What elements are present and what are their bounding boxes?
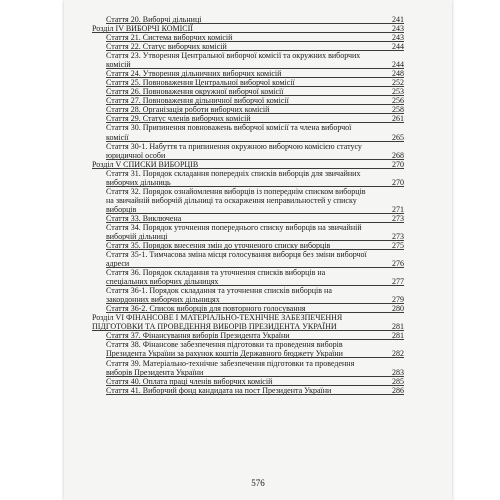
toc-page-number: 261 [392,114,404,124]
toc-page-number: 282 [392,349,404,359]
toc-article-title: комісії [106,132,129,142]
toc-article-title: Стаття 39. Матеріально-технічне забезпечення підготовки та проведення [106,358,355,368]
toc-article-title: Стаття 32. Порядок ознайомлення виборців із попереднім списком виборців [106,186,366,196]
toc-page-number: 244 [392,42,404,52]
toc-article-title: Стаття 31. Порядок складання попередніх списків виборців для звичайних [106,168,361,178]
toc-page-number: 280 [392,304,404,314]
toc-article-title: на звичайній виборчій дільниці та оскарження неправильностей у списку [106,195,357,205]
toc-article-title: Стаття 30. Припинення повноважень виборчої комісії та члена виборчої [106,123,352,133]
toc-page-number: 258 [392,105,404,115]
toc-article-title: Стаття 36. Порядок складання та уточнення списків виборців на [106,268,326,278]
toc-article-title: Стаття 27. Повноваження дільничної виборчої комісії [106,96,289,106]
toc-page-number: 276 [392,259,404,269]
toc-article-title: Стаття 20. Виборчі дільниці [106,15,202,24]
toc-article-title: виборів Президента України [106,367,204,377]
toc-page-number: 271 [392,204,404,214]
toc-article-title: виборчій дільниці [106,231,168,241]
toc-section-title: Розділ VI ФІНАНСОВЕ І МАТЕРІАЛЬНО-ТЕХНІЧНЕ ЗАБЕЗПЕЧЕННЯ [92,313,343,323]
toc-article-title: Стаття 24. Утворення дільничних виборчих комісій [106,69,282,79]
toc-article-title: Стаття 36-2. Список виборців для повторного голосування [106,304,306,314]
toc-article-title: Стаття 34. Порядок уточнення попереднього списку виборців на звичайній [106,222,362,232]
toc-page-number: 270 [392,177,404,187]
toc-page-number: 283 [392,367,404,377]
toc-article-title: Стаття 26. Повноваження окружної виборчої комісії [106,87,284,97]
toc-article-title: Стаття 35-1. Тимчасова зміна місця голосування виборця без зміни виборчої [106,250,367,260]
toc-article-title: спеціальних виборчих дільницях [106,277,219,287]
toc-article-title: закордонних виборчих дільницях [106,295,220,305]
toc-article-title: Стаття 29. Статус членів виборчих комісій [106,114,251,124]
toc-page-number: 285 [392,376,404,386]
toc-leader-line [106,394,404,395]
toc-page-number: 281 [392,322,404,332]
toc-article-title: Стаття 28. Організація роботи виборчих комісій [106,105,270,115]
page-number: 576 [251,478,265,488]
toc-section-title: ПІДГОТОВКИ ТА ПРОВЕДЕННЯ ВИБОРІВ ПРЕЗИДЕНТА УКРАЇНИ [92,322,337,332]
toc-article-title: Стаття 36-1. Порядок складання та уточнення списків виборців на [106,286,332,296]
toc-article-title: Стаття 25. Повноваження Центральної виборчої комісії [106,78,295,88]
toc-article-title: юридичної особи [106,150,166,160]
toc-page-number: 252 [392,78,404,88]
toc-section-title: Розділ V СПИСКИ ВИБОРЦІВ [92,159,199,169]
toc-page-number: 275 [392,241,404,250]
toc-article-title: комісій [106,60,131,70]
toc-page-number: 273 [392,213,404,223]
toc-page-number: 241 [392,15,404,24]
toc-article-title: Стаття 38. Фінансове забезпечення підготовки та проведення виборів [106,340,343,350]
toc-page-number: 256 [392,96,404,106]
toc-section-title: Розділ IV ВИБОРЧІ КОМІСІЇ [92,24,193,34]
toc-page-number: 253 [392,87,404,97]
toc-page-number: 265 [392,132,404,142]
toc-article-title: Стаття 33. Виключена [106,213,182,223]
toc-page-number: 243 [392,33,404,43]
toc-page-number: 281 [392,331,404,341]
toc-article-title: Стаття 21. Система виборчих комісій [106,33,233,43]
toc-page-number: 279 [392,295,404,305]
toc-page-number: 244 [392,60,404,70]
toc-article-title: Стаття 41. Виборчий фонд кандидата на пост Президента України [106,385,332,395]
toc-article-title: Стаття 37. Фінансування виборів Президента України [106,331,290,341]
toc-article-title: виборчих дільниць [106,177,171,187]
toc-article-title: адреси [106,259,130,269]
toc-page-number: 277 [392,277,404,287]
toc-page-number: 286 [392,385,404,395]
toc-article-title: Стаття 22. Статус виборчих комісій [106,42,227,52]
toc-article-title: Президента України за рахунок коштів Державного бюджету України [106,349,343,359]
toc-page-number: 243 [392,24,404,34]
toc-article-title: виборців [106,204,137,214]
toc-page-number: 273 [392,231,404,241]
toc-page-number: 268 [392,150,404,160]
table-of-contents [64,0,452,500]
toc-article-title: Стаття 35. Порядок внесення змін до уточненого списку виборців [106,241,331,250]
toc-article-title: Стаття 40. Оплата праці членів виборчих комісій [106,376,273,386]
toc-article-title: Стаття 30-1. Набуття та припинення окружною виборчою комісією статусу [106,141,362,151]
toc-page-number: 270 [392,159,404,169]
book-page [64,0,452,500]
toc-article-title: Стаття 23. Утворення Центральної виборчої комісії та окружних виборчих [106,51,361,61]
toc-page-number: 248 [392,69,404,79]
